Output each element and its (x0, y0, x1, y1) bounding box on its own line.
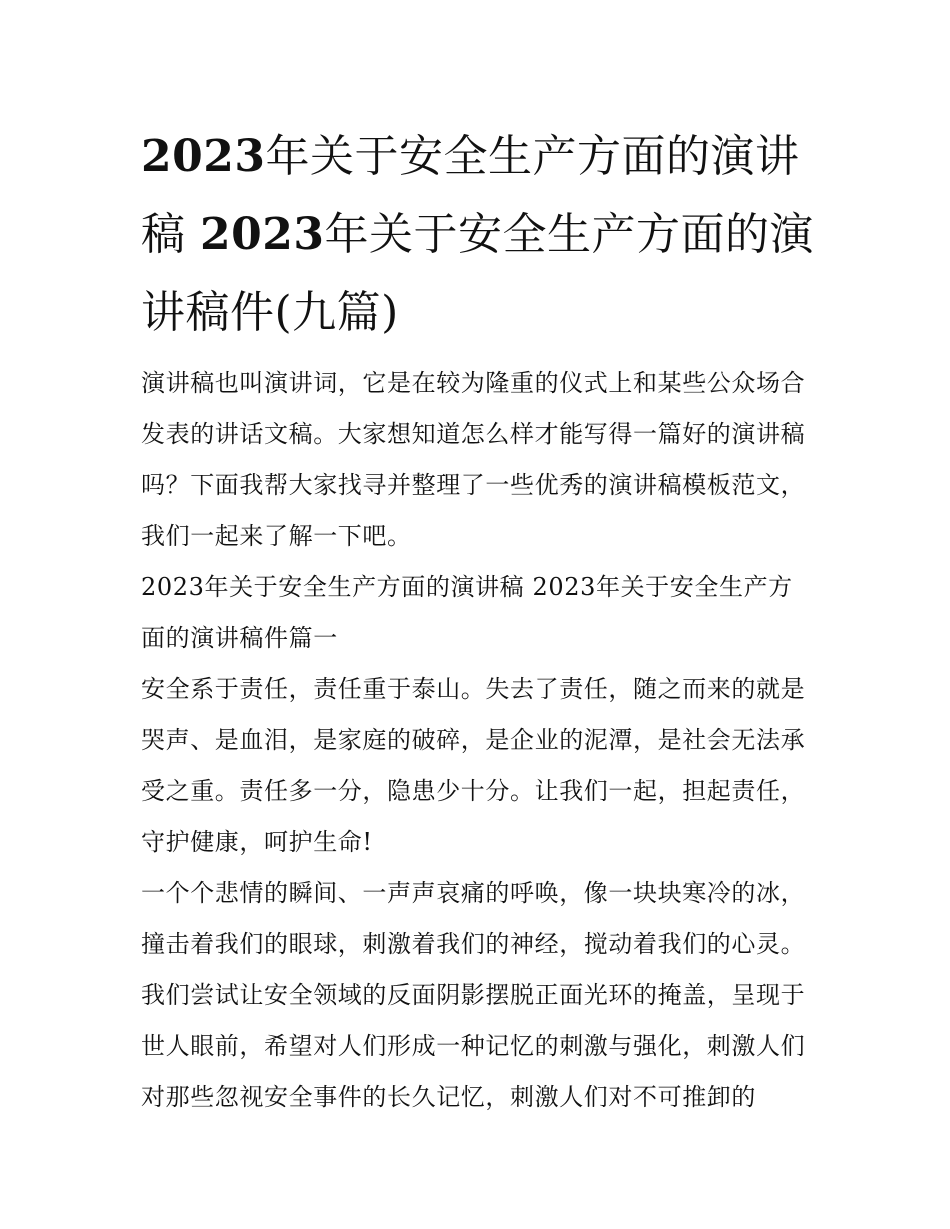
intro-paragraph: 演讲稿也叫演讲词，它是在较为隆重的仪式上和某些公众场合发表的讲话文稿。大家想知道怎么样才能写得一篇好的演讲稿吗？下面我帮大家找寻并整理了一些优秀的演讲稿模板范文，我们一起来了解一下吧。 (141, 369, 806, 550)
body-paragraph: 一个个悲情的瞬间、一声声哀痛的呼唤，像一块块寒冷的冰，撞击着我们的眼球，刺激着我们的神经，搅动着我们的心灵。我们尝试让安全领域的反面阴影摆脱正面光环的掩盖，呈现于世人眼前，希望对人们形成一种记忆的刺激与强化，刺激人们对那些忽视安全事件的长久记忆，刺激人们对不可推卸的 (141, 879, 806, 1111)
document-body (141, 118, 816, 1123)
title-year: 2023 (141, 131, 266, 182)
document-title (141, 118, 816, 352)
section-heading: 2023年关于安全生产方面的演讲稿 2023年关于安全生产方面的演讲稿件篇一 (141, 573, 793, 652)
title-year: 2023 (200, 209, 325, 260)
title-text: 年关于安全生产方面的演讲稿件(九篇) (141, 209, 814, 338)
body-paragraph: 安全系于责任，责任重于泰山。失去了责任，随之而来的就是哭声、是血泪，是家庭的破碎，是企业的泥潭，是社会无法承受之重。责任多一分，隐患少十分。让我们一起，担起责任，守护健康，呵护生命! (141, 675, 806, 856)
title-text: 年关于安全生产方面的演讲稿 (141, 131, 800, 260)
